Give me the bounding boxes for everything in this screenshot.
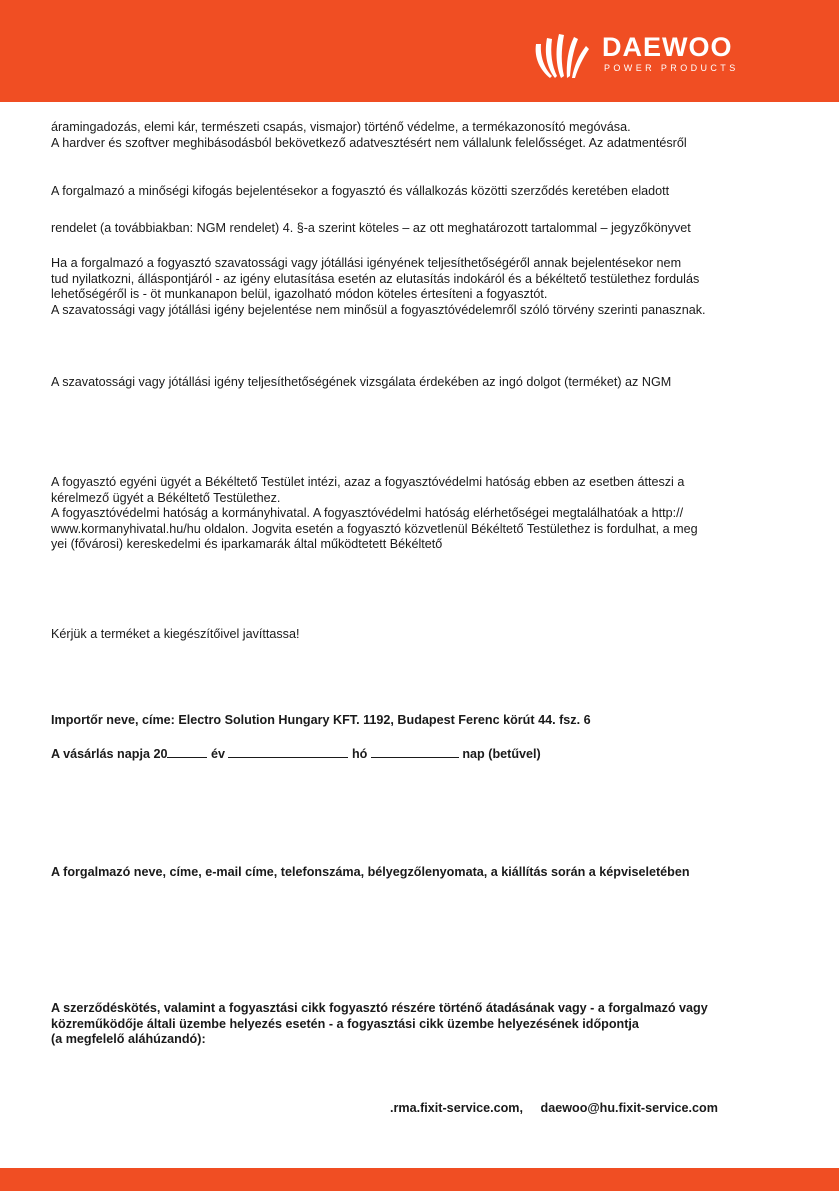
- distributor-info: A forgalmazó neve, címe, e-mail címe, telefonszáma, bélyegzőlenyomata, a kiállítás során a képviseletében: [51, 865, 690, 879]
- paragraph-conciliation-board: [51, 475, 791, 553]
- text-line: kérelmező ügyét a Békéltető Testülethez.: [51, 490, 281, 505]
- brand-name: DAEWOO: [602, 32, 733, 62]
- text-line: áramingadozás, elemi kár, természeti csapás, vismajor) történő védelme, a termékazonosító megóvása.: [51, 120, 631, 134]
- fan-logo-icon: [528, 32, 594, 82]
- brand-tagline: POWER PRODUCTS: [604, 63, 739, 73]
- purchase-year-label: év: [210, 747, 225, 761]
- text-line: tud nyilatkozni, álláspontjáról - az igény elutasítása esetén az elutasítás indokáról és a békéltető testülethez fordulás: [51, 271, 700, 286]
- text-line: közreműködője általi üzembe helyezés esetén - a fogyasztási cikk üzembe helyezésének időpontja: [51, 1016, 639, 1031]
- paragraph-data-protection: [51, 120, 791, 151]
- daewoo-logo: [528, 30, 768, 82]
- purchase-month-label: hó: [351, 747, 368, 761]
- purchase-day-label: nap (betűvel): [462, 747, 541, 761]
- day-blank[interactable]: [371, 746, 459, 758]
- text-line: yei (fővárosi) kereskedelmi és iparkamarák által működtetett Békéltető: [51, 537, 443, 552]
- month-blank[interactable]: [228, 746, 348, 758]
- paragraph-warranty-inspection: A szavatossági vagy jótállási igény teljesíthetőségének vizsgálata érdekében az ingó dolgot (terméket) az NGM: [51, 375, 672, 389]
- text-line: www.kormanyhivatal.hu/hu oldalon. Jogvita esetén a fogyasztó közvetlenül Békéltető Testülethez is fordulhat, a meg: [51, 521, 698, 536]
- importer-info: Importőr neve, címe: Electro Solution Hungary KFT. 1192, Budapest Ferenc körút 44. fsz. 6: [51, 713, 591, 727]
- service-email[interactable]: daewoo@hu.fixit-service.com: [540, 1101, 718, 1115]
- contract-date-section: [51, 1001, 791, 1048]
- text-line: lehetőségéről is - öt munkanapon belül, igazolható módon köteles értesíteni a fogyasztót.: [51, 287, 548, 302]
- paragraph-repair-request: Kérjük a terméket a kiegészítőivel javíttassa!: [51, 627, 300, 641]
- text-line: A fogyasztó egyéni ügyét a Békéltető Testület intézi, azaz a fogyasztóvédelmi hatóság ebben az esetben átteszi a: [51, 475, 685, 489]
- footer-bar: [0, 1168, 839, 1191]
- year-blank[interactable]: [167, 746, 207, 758]
- text-line: (a megfelelő aláhúzandó):: [51, 1032, 206, 1047]
- paragraph-quality-complaint: A forgalmazó a minőségi kifogás bejelentésekor a fogyasztó és vállalkozás közötti szerződés keretében eladott: [51, 184, 670, 198]
- purchase-date-prefix: A vásárlás napja 20: [51, 747, 168, 761]
- rma-website[interactable]: .rma.fixit-service.com,: [390, 1101, 523, 1115]
- text-line: A hardver és szoftver meghibásodásból bekövetkező adatvesztésért nem vállalunk felelősséget. Az adatmentésről: [51, 135, 687, 150]
- paragraph-warranty-notification: [51, 256, 791, 318]
- purchase-date-field: [51, 746, 791, 763]
- text-line: A fogyasztóvédelmi hatóság a kormányhivatal. A fogyasztóvédelmi hatóság elérhetőségei megtalálhatóak a http://: [51, 506, 684, 521]
- header-bar: [0, 0, 839, 102]
- paragraph-ngm-regulation: rendelet (a továbbiakban: NGM rendelet) 4. §-a szerint köteles – az ott meghatározott tartalommal – jegyzőkönyvet: [51, 221, 691, 235]
- service-contacts: [390, 1101, 732, 1115]
- text-line: A szavatossági vagy jótállási igény bejelentése nem minősül a fogyasztóvédelemről szóló törvény szerinti panasznak.: [51, 302, 706, 317]
- text-line: Ha a forgalmazó a fogyasztó szavatossági vagy jótállási igényének teljesíthetőségéről annak bejelentésekor nem: [51, 256, 682, 270]
- text-line: A szerződéskötés, valamint a fogyasztási cikk fogyasztó részére történő átadásának vagy - a forgalmazó vagy: [51, 1001, 708, 1015]
